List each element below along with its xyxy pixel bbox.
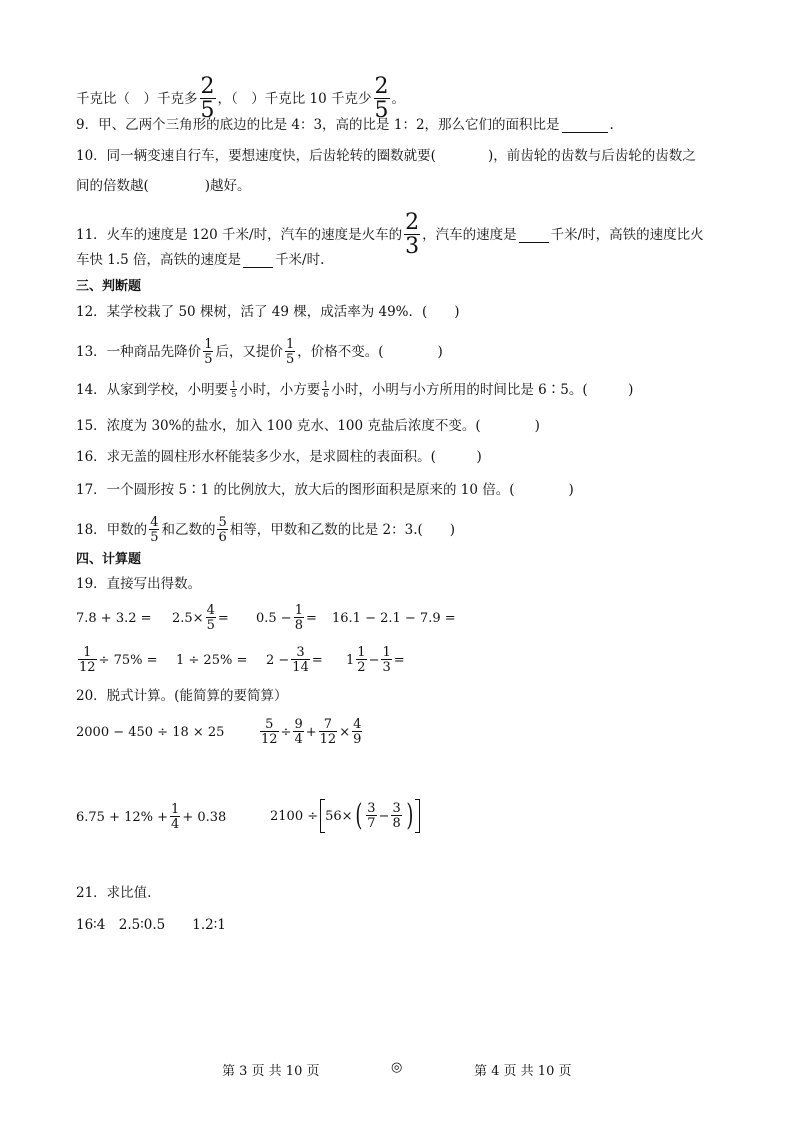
question-19: 19．直接写出得数。 <box>76 576 202 592</box>
fraction: $\frac{1}{12}$ <box>79 645 96 675</box>
fraction: $\frac{4}{9}$ <box>353 717 362 747</box>
fraction: $\frac{1}{4}$ <box>171 802 180 832</box>
question-9: 9．甲、乙两个三角形的底边的比是 4：3，高的比是 1：2，那么它们的面积比是 . <box>76 117 614 133</box>
fraction: $\frac{1}{6}$ <box>323 380 329 399</box>
question-18: 18．甲数的 $\frac{4}{5}$ 和乙数的 $\frac{5}{6}$ 相等，甲数和乙数的比是 2：3.( ) <box>76 515 456 545</box>
fraction: $\frac{2}{5}$ <box>374 74 389 123</box>
section-4-heading: 四、计算题 <box>76 552 142 567</box>
calc-item: $\frac{1}{12}$ ÷ 75% = <box>79 645 158 675</box>
fraction: $\frac{1}{5}$ <box>204 337 213 367</box>
question-8-continued: 千克比（ ）千克多 $\frac{2}{5}$ ，（ ）千克比 10 千克少 $\frac{2}{5}$ 。 <box>76 74 406 123</box>
fraction: $\frac{5}{6}$ <box>218 515 227 545</box>
question-11-line-2: 车快 1.5 倍，高铁的速度是 千米/时. <box>76 252 325 268</box>
calc-item: 2000 − 450 ÷ 18 × 25 <box>76 724 225 740</box>
square-bracket: 56× ( $\frac{3}{7}$ − $\frac{3}{8}$ ) <box>320 799 420 833</box>
calc-item: 1 ÷ 25% = <box>176 652 248 668</box>
fraction: $\frac{2}{3}$ <box>405 210 420 259</box>
fraction: $\frac{2}{5}$ <box>200 74 215 123</box>
question-12: 12．某学校栽了 50 棵树，活了 49 棵，成活率为 49%．( ) <box>76 304 460 320</box>
question-13: 13．一种商品先降价 $\frac{1}{5}$ 后，又提价 $\frac{1}{5}$ ，价格不变。( ) <box>76 337 443 367</box>
section-3-heading: 三、判断题 <box>76 279 142 294</box>
fraction: $\frac{9}{4}$ <box>294 717 303 747</box>
footer-mark: ◎ <box>391 1060 403 1075</box>
calc-item: 2100 ÷ 56× ( $\frac{3}{7}$ − $\frac{3}{8}$ ) <box>270 795 422 837</box>
answer-blank[interactable] <box>519 228 549 243</box>
calc-item: 16.1 − 2.1 − 7.9 = <box>332 610 456 626</box>
question-14: 14．从家到学校，小明要 $\frac{1}{5}$ 小时，小方要 $\frac{1}{6}$ 小时，小明与小方所用的时间比是 6∶5。( ) <box>76 380 634 399</box>
footer-page-left: 第 3 页 共 10 页 <box>222 1064 320 1079</box>
calc-item: 0.5 − $\frac{1}{8}$ = <box>256 603 317 633</box>
calc-item: $\frac{5}{12}$ ÷ $\frac{9}{4}$ + $\frac{7}{12}$ × $\frac{4}{9}$ <box>261 717 362 747</box>
question-16: 16．求无盖的圆柱形水杯能装多少水，是求圆柱的表面积。( ) <box>76 449 482 465</box>
answer-blank[interactable] <box>562 118 608 133</box>
question-17: 17．一个圆形按 5∶1 的比例放大，放大后的图形面积是原来的 10 倍。( ) <box>76 482 574 498</box>
question-11-line-1: 11．火车的速度是 120 千米/时，汽车的速度是火车的 $\frac{2}{3}$ ，汽车的速度是 千米/时，高铁的速度比火 <box>76 210 704 259</box>
calc-item: 1 $\frac{1}{2}$ − $\frac{1}{3}$ = <box>346 645 405 675</box>
q8-text-2: ，（ ）千克比 10 千克少 <box>217 91 372 107</box>
question-21-items: 16∶4 2.5∶0.5 1.2∶1 <box>76 917 226 933</box>
fraction: $\frac{1}{5}$ <box>231 380 237 399</box>
fraction: $\frac{3}{7}$ <box>367 801 376 831</box>
fraction: $\frac{1}{2}$ <box>357 645 366 675</box>
calc-item: 6.75 + 12% + $\frac{1}{4}$ + 0.38 <box>76 802 227 832</box>
calc-item: 2.5× $\frac{4}{5}$ = <box>172 603 229 633</box>
question-10-line-2: 间的倍数越( )越好。 <box>76 178 251 194</box>
fraction: $\frac{5}{12}$ <box>261 717 278 747</box>
fraction: $\frac{1}{3}$ <box>382 645 391 675</box>
question-15: 15．浓度为 30%的盐水，加入 100 克水、100 克盐后浓度不变。( ) <box>76 418 540 434</box>
fraction: $\frac{1}{8}$ <box>294 603 303 633</box>
calc-item: 2 − $\frac{3}{14}$ = <box>266 645 323 675</box>
footer-page-right: 第 4 页 共 10 页 <box>474 1064 572 1079</box>
calc-item: 7.8 + 3.2 = <box>76 610 152 626</box>
fraction: $\frac{7}{12}$ <box>319 717 337 747</box>
fraction: $\frac{1}{5}$ <box>285 337 295 367</box>
question-21: 21．求比值. <box>76 885 152 901</box>
answer-blank[interactable] <box>243 253 273 268</box>
fraction: $\frac{3}{14}$ <box>292 645 309 675</box>
fraction: $\frac{4}{5}$ <box>206 603 215 633</box>
question-20: 20．脱式计算。(能简算的要简算） <box>76 688 288 704</box>
question-10-line-1: 10．同一辆变速自行车，要想速度快，后齿轮转的圈数就要( )，前齿轮的齿数与后齿轮的齿数之 <box>76 148 696 164</box>
fraction: $\frac{3}{8}$ <box>392 801 401 831</box>
fraction: $\frac{4}{5}$ <box>150 515 159 545</box>
q8-text-1: 千克比（ ）千克多 <box>76 91 198 107</box>
